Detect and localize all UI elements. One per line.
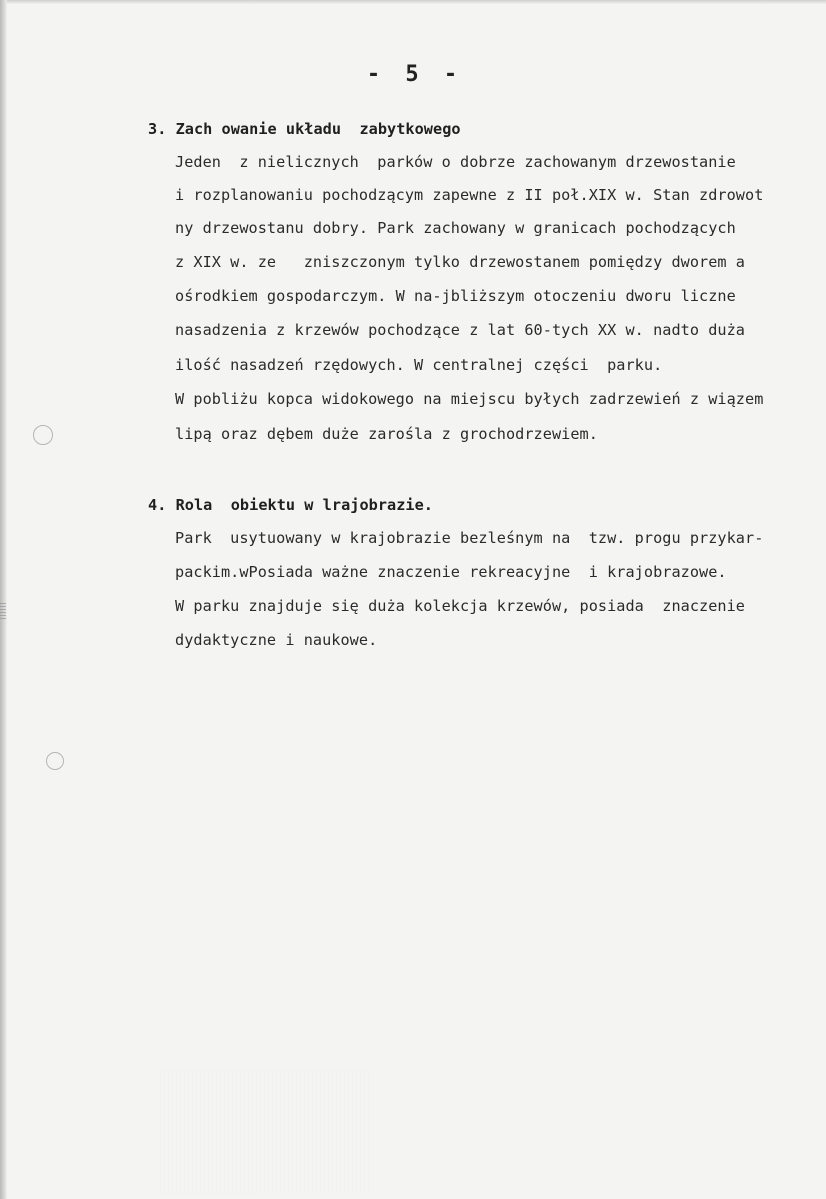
top-scan-edge (0, 0, 826, 4)
page-number: - 5 - (366, 62, 464, 87)
section-4-heading: 4. Rola obiektu w lrajobrazie. (148, 496, 434, 514)
section-3-line-7: ilość nasadzeń rzędowych. W centralnej części parku. (175, 356, 663, 374)
left-scan-edge (0, 0, 7, 1199)
punch-hole-lower (46, 752, 64, 770)
left-margin-scan-mark (0, 603, 6, 619)
section-3-heading: 3. Zach owanie układu zabytkowego (148, 120, 461, 138)
section-4-line-3: W parku znajduje się duża kolekcja krzewów, posiada znaczenie (175, 597, 746, 615)
section-3-line-3: ny drzewostanu dobry. Park zachowany w granicach pochodzących (175, 219, 736, 237)
punch-hole-upper (33, 425, 53, 445)
section-3-line-6: nasadzenia z krzewów pochodzące z lat 60-tych XX w. nadto duża (175, 321, 746, 339)
section-3-line-1: Jeden z nielicznych parków o dobrze zachowanym drzewostanie (175, 153, 736, 171)
section-3-line-4: z XIX w. ze zniszczonym tylko drzewostanem pomiędzy dworem a (175, 253, 746, 271)
section-3-line-8: W pobliżu kopca widokowego na miejscu byłych zadrzewień z wiązem (175, 390, 764, 408)
section-3-line-5: ośrodkiem gospodarczym. W na-jbliższym otoczeniu dworu liczne (175, 287, 736, 305)
section-3-line-2: i rozplanowaniu pochodzącym zapewne z II poł.XIX w. Stan zdrowot (175, 186, 764, 204)
section-4-line-1: Park usytuowany w krajobrazie bezleśnym na tzw. progu przykar- (175, 529, 764, 547)
section-4-line-2: packim.wPosiada ważne znaczenie rekreacyjne i krajobrazowe. (175, 563, 727, 581)
section-3-line-9: lipą oraz dębem duże zarośla z grochodrzewiem. (175, 425, 598, 443)
section-4-line-4: dydaktyczne i naukowe. (175, 631, 378, 649)
bottom-scan-noise (160, 1070, 370, 1195)
